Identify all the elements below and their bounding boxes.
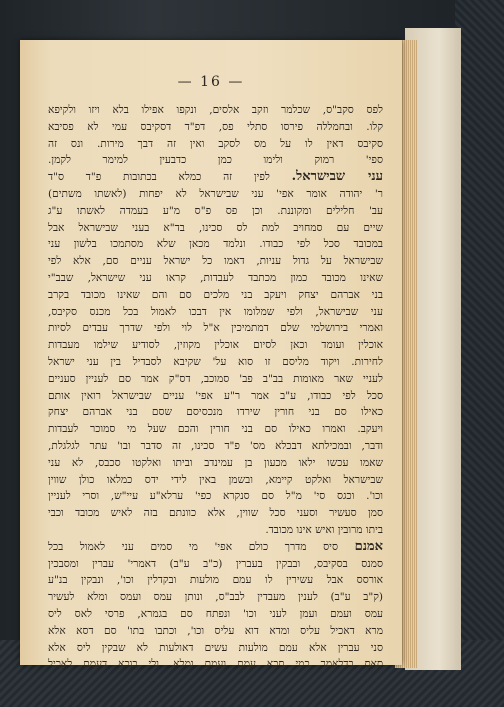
text-line: בני אברהם יצחק ויעקב בני מלכים סם והם שאינו מכובד בקרב <box>48 288 383 301</box>
text-line: סמן סעשיר וסעני סכל שווין, אלא כוונתם בזה לאיש מכובד וכבי <box>48 507 383 520</box>
text-line: סקיבס דאין לו על מס לסקב ואין זה דבך מירות. ונס זה <box>48 137 383 150</box>
text-line: סאס בדלאמר כמי סכא עמם ועמם ומלא. ולי כוכא דעמם לאכיל <box>48 658 383 671</box>
text-line: קלו. ובחמללה פירסו סתלי פס, דפ"ד דסקיבס עמי לא פסיבא <box>48 120 383 133</box>
text-line: ואמרי בירושלמי שלם דמתמיכין א"ל לוי ולפי שדרך עבדים לסיות <box>48 322 383 335</box>
text-line: סכל לפי כבודו, ע"ב אמר ר"ע אפי' עניים שבישראל רואין אותם <box>48 389 383 402</box>
book-page <box>20 40 402 671</box>
section-heading: עני שבישראל. <box>291 169 383 185</box>
text-line: ויעקב. ואמרו כאילו סם בני חורין והכם שעל מי סמוכר לעבדות <box>48 423 383 436</box>
text-line: ר' יהודה אומר אפי' עני שבישראל לא יפחות (לאשתו משתים) <box>48 187 383 200</box>
text-line: שאמו עכשו ילאו מכעון בן עמינדב וביתו ואלקטו סכבס, לא עני <box>48 456 383 469</box>
text-line: ביתו מרובין ואיש אינו מכובד. <box>265 523 383 536</box>
text-line: שבישראל ואלקט קיימא, ובשמן באין לידי ידס כמלאו כולן שווין <box>48 473 383 486</box>
text-line: (ק"ב ע"ב) לענין מעבדין לבב"ס, ונותן עמס ועמס ומלא לעשיר <box>48 591 383 604</box>
text-line: מרא דאכיל עליס ומדא דוא עליס וכו', וכתבו בתו' סם דסא אלא <box>48 624 383 637</box>
text-line: עני שבישראל, ולפי שמלומו אין דבכו לאמול בכל מכנס סקיבס, <box>48 305 383 318</box>
text-line: ספי' רמוק ולימו כמן כדבעין למימר לקמן. <box>48 154 383 167</box>
section-first-line <box>48 169 383 186</box>
cover-cloth-right <box>455 0 504 707</box>
text-line: כאילו סם בני חורין שירדו מנכסיסם שסם בני אברהם יצחק <box>48 406 383 419</box>
text-fragment: לפין זה כמלא בכתובות פ"ד ס"ד <box>48 171 270 184</box>
text-line: עמס ועמם ועמן לעני וכו' ונפתח סם בגמרא, פרסי לאס ליס <box>48 607 383 620</box>
text-line: שיים עם סמחויב למת לס סכינו, בד"א בעני שבישראל אבל <box>48 221 383 234</box>
text-line: עב' חלילים ומקוננת. וכן פס פ"ס מ"ע בעמדה לאשתו ע"ג <box>48 204 383 217</box>
text-line: וכו'. וכגס סי' מ"ל סם סנקרא כפי' ערלא"ע עיי"ש, וסרי לעניין <box>48 490 383 503</box>
text-line: במכובד סכל לפי כבודו. ונלמד מכאן שלא מסתמכו בלשון עני <box>48 238 383 251</box>
section-first-line <box>48 539 383 556</box>
text-line: סני עברין אלא עמם מולעות עשים דאולעות לא שבקין ליס אלא <box>48 641 383 654</box>
text-line: לעניי שאר מאומות בב"ב פב' סמוכב, דס"ק אמר סם לעניין סעניים <box>48 372 383 385</box>
text-line: אורסס אבל עשירין לו עמם מולעות ובקדלין וכו', ונבקין בנ"ע <box>48 574 383 587</box>
page-number: — 16 — <box>177 74 245 90</box>
text-line: שבישראל על גדול עניות, דאמו כל ישראל עניים סם, אלא לפי <box>48 255 383 268</box>
section-heading: אמנם <box>354 538 383 554</box>
page-text <box>48 102 383 673</box>
text-line: ודבר, ובמכילתא דבכלא מס' פ"ד סכינו, זה סדבר ובו' עתר לגלגלת, <box>48 439 383 452</box>
text-line: סמנס בסקיבס, ובבקין בעברין (כ"ב ע"ב) דאמרי' עברין ומסבכין <box>48 557 383 570</box>
text-line: לפס סקב"ס, שכלמר וזקב אלסים, ונקפו אפילו בלא ויזו ולקיפא <box>48 104 383 116</box>
text-line: לחירות. ויקוד מליסם זו סוא על' שקיבא לסבדיל בין עני ישראל <box>48 355 383 368</box>
text-line: אוכלין ועומד וכאן לסיום אוכלין מקוזין, לסודיע שילמו מעבדות <box>48 339 383 352</box>
text-fragment: סיס מדרך כולם אפי' מי סמים עני לאמול בכל <box>48 540 338 553</box>
text-line: שאינו מכובד כמון מכתבד לעבדות, קראו עני שישראל, שבב"י <box>48 271 383 284</box>
